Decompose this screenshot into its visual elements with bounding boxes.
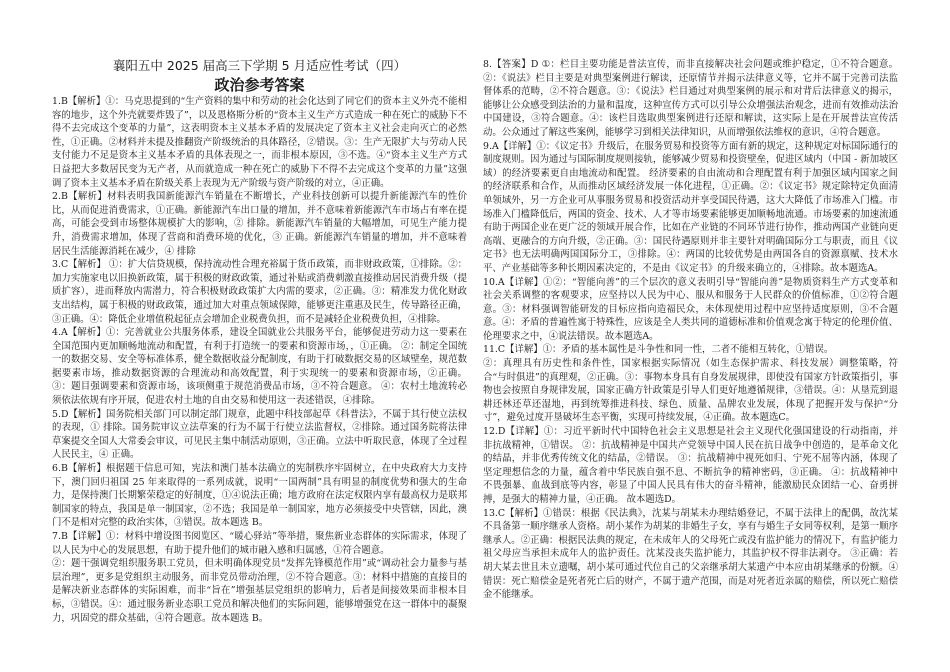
answer-paragraph: 4.A【解析】①：完善就业公共服务体系，建设全国就业公共服务平台，能够促进劳动力这一要素在全国范围内更加顺畅地流动和配置，有利于打造统一的要素和资源市场，，①正确。 ②：制定全国统一的数据交易、安全等标准体系，健全数据收益分配制度，有助于打破数据交易的区域壁垒，规范数据要素市场，推动数据资源的合理流动和高效配置，利于实现统一的要素和资源市场，②正确。 ③：题目强调要素和资源市场，该项侧重于规范消费品市场，③不符合题意。 ④：农村土地流转必须依法依规有序开展，促进农村土地的自由交易和使用这一表述错误，④排除。 <box>52 327 467 407</box>
answer-paragraph: 6.B【解析】根据题干信息可知，宪法和澳门基本法确立的宪制秩序牢固树立，在中央政府大力支持下，澳门回归祖国 25 年来取得的一系列成就，说明“一国两制”具有明显的制度优势和强大的生命力，是保持澳门长期繁荣稳定的好制度，①④说法正确；地方政府在法定权限内享有最高权力是联邦制国家的特点，我国是单一制国家，②不选；我国是单一制国家，地方必须接受中央管辖，因此，澳门不是相对完整的政治实体，③错误。故本题选 B。 <box>52 463 467 529</box>
answer-11 <box>483 343 898 425</box>
answer-10 <box>483 276 898 344</box>
answer-paragraph: ②：题干强调党组织服务职工党员，但未明确体现党员“发挥先锋模范作用”或“调动社会力量参与基层治理”，更多是党组织主动服务，而非党员带动治理，②不符合题意。③：材料中措施的直接目的是解决新业态群体的实际困难，而非“旨在”增强基层党组织的影响力，后者是间接效果而非根本目标，③错误。④：通过服务新业态职工党员和解决他们的实际问题，能够增强党在这一群体中的凝聚力，巩固党的群众基础，④符合题意。故本题选 B。 <box>52 558 467 624</box>
answer-1 <box>52 95 467 190</box>
answer-paragraph: 5.D【解析】国务院相关部门可以制定部门规章，此题中科技部起草《科普法》，不属于其行使立法权的表现，① 排除。国务院审议立法草案的行为不属于行使立法监督权，②排除。通过国务院将法律草案提交全国人大常委会审议，可见民主集中制活动原则，③正确。立法中听取民意，体现了全过程人民民主，④ 正确。 <box>52 408 467 461</box>
answer-paragraph: 9.A【详解】①：《议定书》升级后，在服务贸易和投资等方面有新的规定，这种规定对标国际通行的制度规则。因为通过与国际制度规则接轨，能够减少贸易和投资壁垒，促进区域内（中国 - 新加坡区域）的经济要素更自由地流动和配置。 经济要素的自由流动和合理配置有利于加强区域内国家之间的经济联系和合作，从而推动区域经济发展一体化进程，①正确。②：《议定书》规定除特定负面清单领域外，另一方企业可从事服务贸易和投资活动并享受国民待遇，这大大降低了市场准入门槛。市场准入门槛降低后，两国的资金、技术、人才等市场要素能够更加顺畅地流通。市场要素的加速流通有助于两国企业在更广泛的领域开展合作，比如在产业链的不同环节进行协作，推动两国产业链向更高端、更融合的方向升级，②正确。③：国民待遇原则并非主要针对明确国际分工与职责，而且《议定书》也无法明确两国国际分工，③排除。④：两国的比较优势是由两国各自的资源禀赋、技术水平、产业基础等多种长期因素决定的，不是由《议定书》的升级来确立的，④排除。故本题选A。 <box>483 140 898 274</box>
subject-title: 政治参考答案 <box>214 76 305 94</box>
answer-3 <box>52 258 467 326</box>
answer-7 <box>52 530 467 625</box>
answer-paragraph: 13.C【解析】①错误：根据《民法典》，沈某与胡某未办理结婚登记，不属于法律上的配偶，故沈某不具备第一顺序继承人资格。胡小某作为胡某的非婚生子女，享有与婚生子女同等权利，是第一顺序继承人。②正确：根据民法典的规定，在未成年人的父母死亡或没有监护能力的情况下，有监护能力祖父母应当承担未成年人的监护责任。沈某没丧失监护能力，其监护权不得非法剥夺。 ③正确：若胡大某去世且未立遗嘱，胡小某可通过代位自己的父亲继承胡大某遗产中本应由胡某继承的份额。④错误：死亡赔偿金是死者死亡后的财产，不属于遗产范围，而是对死者近亲属的赔偿，所以死亡赔偿金不能继承。 <box>483 507 898 601</box>
answer-paragraph: 11.C【详解】①：矛盾的基本属性是斗争性和同一性，二者不能相互转化，①错误。 <box>483 344 834 356</box>
exam-title: 襄阳五中 2025 届高三下学期 5 月适应性考试（四） <box>112 58 407 73</box>
answer-5 <box>52 408 467 462</box>
answer-6 <box>52 462 467 530</box>
left-column <box>52 95 467 625</box>
answer-paragraph: 2.B【解析】材料表明我国新能源汽车销量在不断增长，产业科技创新可以提升新能源汽车的性价比，从而促进消费需求，①正确。新能源汽车出口量的增加，并不意味着新能源汽车市场占有率在提高，可能会受到市场整体规模扩大的影响，② 排除。新能源汽车销量的大幅增加，可见生产能力提升，消费需求增加，体现了营商和消费环境的优化，③ 正确。新能源汽车销量的增加，并不意味着居民生活能源消耗在减少，④ 排除 <box>52 191 467 257</box>
answer-paragraph: 12.D【详解】①：习近平新时代中国特色社会主义思想是社会主义现代化强国建设的行动指南，并非抗战精神，①错误。 ②：抗战精神是中国共产党领导中国人民在抗日战争中创造的，是革命文化的结晶，并非优秀传统文化的结晶，②错误。 ③：抗战精神中视死如归、宁死不屈等内涵，体现了坚定理想信念的力量，蕴含着中华民族自强不息、不断抗争的精神密码，③正确。 ④：抗战精神中不畏强暴、血战到底等内容，彰显了中国人民具有伟大的奋斗精神，能激励民众团结一心、奋勇拼搏，是强大的精神力量，④正确。 故本题选D。 <box>483 426 898 505</box>
right-column <box>483 58 898 602</box>
answer-paragraph: 8.【答案】D ①：栏目主要功能是普法宣传，而非直接解决社会问题或维护稳定，①不符合题意。②：《说法》栏目主要是对典型案例进行解读，还原情节并揭示法律意义等，它并不属于完善司法监督体系的范畴，②不符合题意。③：《说法》栏目通过对典型案例的展示和对背后法律意义的揭示，能够让公众感受到法治的力量和温度，这种宣传方式可以引导公众增强法治观念，进而有效推动法治中国建设，③符合题意。④：该栏目选取典型案例进行还原和解读，这实际上是在开展普法宣传活动。公众通过了解这些案例，能够学习到相关法律知识，从而增强依法维权的意识，④符合题意。 <box>483 59 898 138</box>
answer-2 <box>52 190 467 258</box>
answer-paragraph: 10.A【详解】①②：“智能向善”的三个层次的意义表明引导“智能向善”是物质资料生产方式变革和社会关系调整的客观要求，应坚持以人民为中心、服从和服务于人民群众的价值标准，①②符合题意。③：材料强调智能研发的目标应指向造福民众，未体现使用过程中应坚持适度原则，③不合题意。④：矛盾的普遍性寓于特殊性，应该是全人类共同的道德标准和价值观念寓于特定的伦理价值、伦理要求之中，④说法错误。故本题选A。 <box>483 276 898 342</box>
answer-13 <box>483 507 898 602</box>
answer-paragraph: 1.B【解析】①：马克思提到的“生产资料的集中和劳动的社会化达到了同它们的资本主义外壳不能相容的地步，这个外壳就要炸毁了”，以及恩格斯分析的“资本主义生产方式造成一种在死亡的威胁下不得不去完成这个变革的力量”，这表明资本主义基本矛盾的发展决定了资本主义社会走向灭亡的必然性，①正确。②材料并未提及推翻资产阶级统治的具体路径，②错误。③：生产无限扩大与劳动人民支付能力不足是资本主义基本矛盾的具体表现之一，而非根本原因，③不选。④“资本主义生产方式日益把大多数居民变为无产者，从而就造成一种在死亡的威胁下不得不去完成这个变革的力量”这强调了资本主义基本矛盾在阶级关系上表现为无产阶级与资产阶级的对立，④正确。 <box>52 96 467 189</box>
answer-12 <box>483 425 898 507</box>
answer-paragraph: 3.C【解析】 ①：扩大信贷规模，保持流动性合理充裕属于货币政策，而非财政政策，①排除。②：加力实施家电以旧换新政策，属于积极的财政政策，通过补贴或消费刺激直接推动居民消费升级（提质扩容），进而释放内需潜力，符合积极财政政策扩大内需的要求，②正确。③：精准发力优化财政支出结构，属于积极的财政政策，通过加大对重点领域保障，能够更注重惠及民生，传导路径正确，③正确。④：降低企业增值税起征点会增加企业税费负担，而不是减轻企业税费负担，④排除。 <box>52 259 467 325</box>
answer-9 <box>483 140 898 276</box>
answer-paragraph: ②：真理具有历史性和条件性，国家根据实际情况（如生态保护需求、科技发展）调整策略，符合“与时俱进”的真理观，②正确。③：事物本身具有自身发展规律，即使没有国家方针政策指引，事物也会按照自身规律发展，国家正确方针政策是引导人们更好地遵循规律，③错误。④：从垦荒到退耕还林还草还湿地，再到统筹推进科技、绿色、质量、品牌农业发展，体现了把握开发与保护“分寸”，避免过度开垦破坏生态平衡，实现可持续发展，④正确。故本题选C。 <box>483 358 898 424</box>
answer-paragraph: 7.B【详解】①：材料中增设图书阅览区、“暖心驿站”等举措，聚焦新业态群体的实际需求，体现了以人民为中心的发展思想，有助于提升他们的城市融入感和归属感，①符合题意。 <box>52 531 467 556</box>
answer-8 <box>483 58 898 140</box>
answer-4 <box>52 326 467 408</box>
